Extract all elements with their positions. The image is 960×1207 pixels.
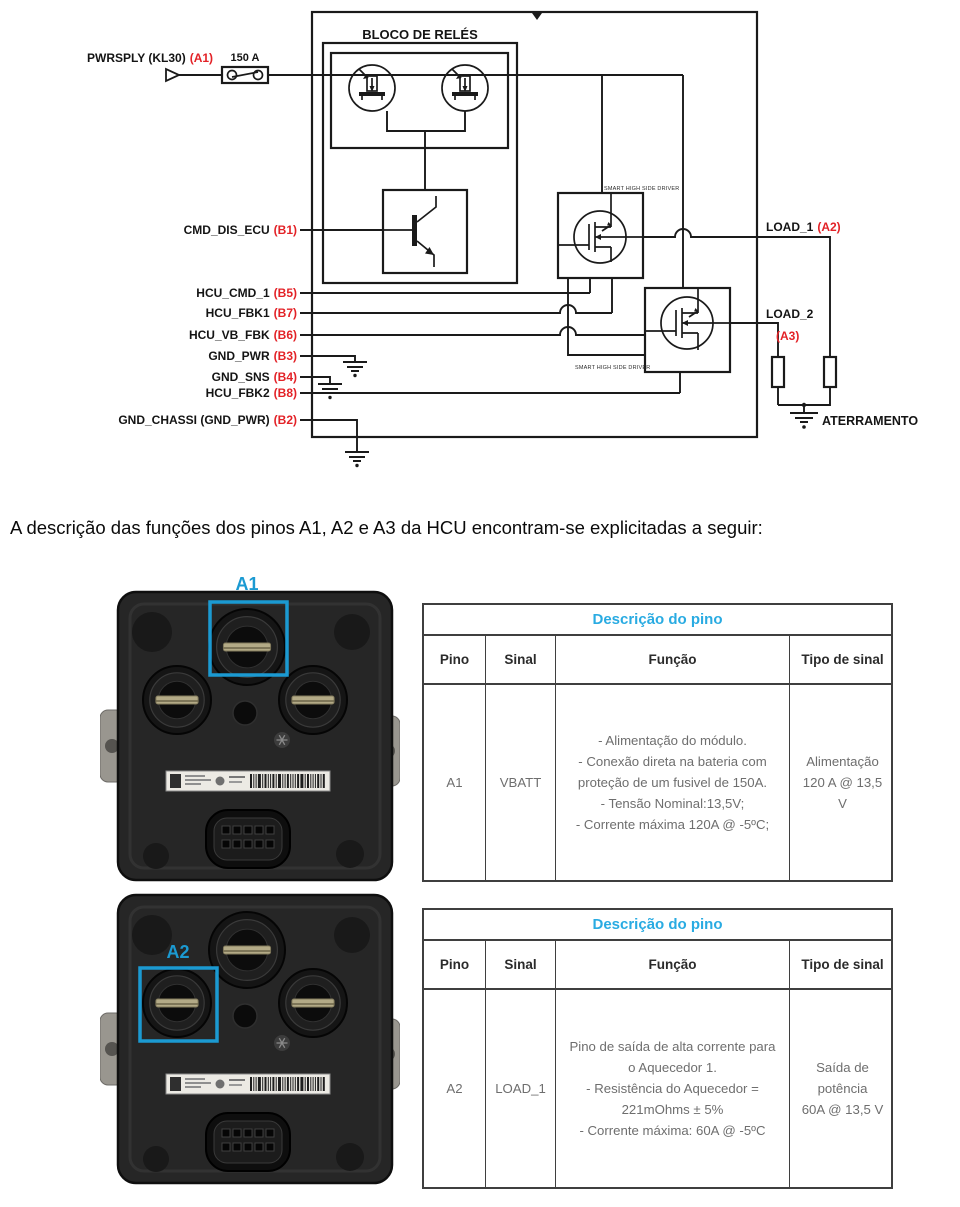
pin-label-b5: HCU_CMD_1 (B5) (196, 286, 297, 300)
pin-label-b7: HCU_FBK1 (B7) (205, 306, 297, 320)
pin-label-b6: HCU_VB_FBK (B6) (188, 328, 297, 342)
cell-pino: A1 (446, 775, 463, 790)
input-arrow-icon (166, 69, 179, 81)
ground-label: ATERRAMENTO (822, 414, 919, 428)
col-header-funcao: Função (555, 941, 789, 988)
a1-photo-label: A1 (235, 574, 259, 594)
col-header-pino: Pino (439, 957, 470, 972)
circuit-diagram (0, 0, 960, 500)
table-row (424, 990, 891, 1187)
table-title: Descrição do pino (424, 910, 891, 941)
cell-pino: A2 (446, 1081, 463, 1096)
hcu-module-drawing (100, 895, 400, 1183)
output-label-load2: LOAD_2 (766, 307, 814, 321)
pin-label-b8: HCU_FBK2 (B8) (205, 386, 297, 400)
cell-tipo: Saída de potência 60A @ 13,5 V (789, 990, 895, 1187)
col-header-sinal: Sinal (485, 941, 555, 988)
output-label-load1: LOAD_1 (A2) (766, 220, 841, 234)
pin-label-b3: GND_PWR (B3) (208, 349, 297, 363)
cell-sinal: LOAD_1 (485, 990, 555, 1187)
load2-resistor (772, 357, 784, 387)
hcu-module-photo-a1 (100, 570, 400, 882)
table-header-row (424, 941, 891, 990)
col-header-pino: Pino (439, 652, 470, 667)
relay-block-title: BLOCO DE RELÉS (362, 27, 478, 42)
driver-label-1: SMART HIGH SIDE DRIVER (604, 186, 680, 192)
pin-description-table-a1 (422, 603, 893, 882)
cell-funcao: - Alimentação do módulo. - Conexão direta na bateria com proteção de um fusivel de 150A. - Tensão Nominal:13,5V; - Corrente máxima 120A @ -5ºC; (555, 685, 789, 880)
cell-tipo: Alimentação 120 A @ 13,5 V (789, 685, 895, 880)
driver-label-2: SMART HIGH SIDE DRIVER (575, 365, 651, 371)
pin-label-b4: GND_SNS (B4) (211, 370, 297, 384)
smart-high-side-driver-2-box (645, 288, 730, 372)
a2-photo-label: A2 (166, 942, 190, 962)
intro-paragraph: A descrição das funções dos pinos A1, A2 e A3 da HCU encontram-se explicitadas a seguir: (10, 517, 763, 538)
relay-inner-box (331, 53, 508, 148)
fuse-150a (222, 67, 268, 83)
col-header-tipo: Tipo de sinal (789, 941, 895, 988)
hcu-module-photo-a2 (100, 888, 400, 1200)
pin-label-pwrsply: PWRSPLY (KL30) (A1) (87, 51, 214, 65)
col-header-sinal: Sinal (485, 636, 555, 683)
col-header-tipo: Tipo de sinal (789, 636, 895, 683)
table-title: Descrição do pino (424, 605, 891, 636)
col-header-funcao: Função (555, 636, 789, 683)
pin-label-b1: CMD_DIS_ECU (B1) (183, 223, 297, 237)
table-header-row (424, 636, 891, 685)
fuse-rating-label: 150 A (230, 52, 260, 64)
pin-description-table-a2 (422, 908, 893, 1189)
load1-resistor (824, 357, 836, 387)
hcu-module-drawing (100, 592, 400, 880)
output-pin-load2: (A3) (776, 329, 800, 343)
cell-sinal: VBATT (485, 685, 555, 880)
cell-funcao: Pino de saída de alta corrente para o Aquecedor 1. - Resistência do Aquecedor = 221mOhms ± 5% - Corrente máxima: 60A @ -5ºC (555, 990, 789, 1187)
pin-label-b2: GND_CHASSI (GND_PWR) (B2) (118, 413, 297, 427)
transistor-box (383, 190, 467, 273)
table-row (424, 685, 891, 880)
